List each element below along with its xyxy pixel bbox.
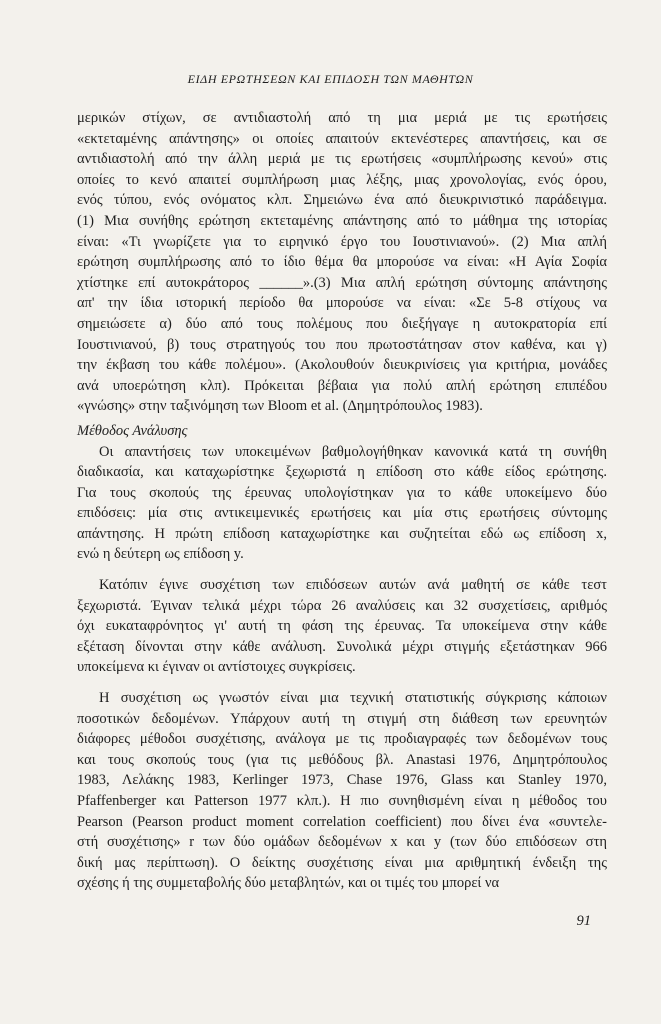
text-line: και τους σκοπούς τους (για τις μεθόδους βλ. Anastasi 1976, Δημητρόπουλος [77, 751, 607, 768]
text-line: επιδόσεις: μία στις αντικειμενικές ερωτήσεις και μία στις ερωτήσεις σύντομης [77, 505, 607, 522]
text-line: Pearson (Pearson product moment correlation coefficient) που δίνει ένα «συντελε- [77, 813, 607, 830]
text-line: 1983, Λελάκης 1983, Kerlinger 1973, Chase 1976, Glass και Stanley 1970, [77, 772, 607, 789]
text-line: χτίστηκε επί αυτοκράτορος ______».(3) Μια απλή ερώτηση σύντομης απάντησης [77, 274, 607, 291]
text-line: σημειώσετε α) δύο από τους πολέμους που διεξήγαγε η αυτοκρατορία επί [77, 315, 607, 332]
running-head: ΕΙΔΗ ΕΡΩΤΗΣΕΩΝ ΚΑΙ ΕΠΙΔΟΣΗ ΤΩΝ ΜΑΘΗΤΩΝ [187, 72, 474, 86]
text-line: ξεχωριστά. Έγιναν τελικά μέχρι τώρα 26 αναλύσεις και 32 συσχετίσεις, αριθμός [77, 597, 607, 614]
text-line: στή συσχέτισης» r των δύο ομάδων δεδομένων x και y (των δύο επιδόσεων στη [77, 834, 607, 851]
paragraph-3 [77, 575, 607, 678]
text-line: την έκβαση του κάθε πολέμου». (Ακολουθούν διευκρινίσεις για κριτήρια, μονάδες [77, 357, 607, 374]
text-line: ενώ η δεύτερη ως επίδοση y. [77, 546, 244, 563]
text-line: αντιδιαστολή από την άλλη μεριά με τις ερωτήσεις «συμπλήρωσης κενού» στις [77, 151, 607, 168]
paragraph-2 [77, 442, 607, 566]
text-line: απάντησης. Η πρώτη επίδοση καταχωρίστηκε και συζητείται εδώ ως επίδοση x, [77, 525, 607, 542]
text-line: «γνώσης» στην ταξινόμηση των Bloom et al. (Δημητρόπουλος 1983). [77, 398, 483, 415]
text-line: Οι απαντήσεις των υποκειμένων βαθμολογήθηκαν κανονικά κατά τη συνήθη [99, 443, 607, 460]
text-line: εξέταση δίνονται στην κάθε ανάλυση. Συνολικά μέχρι στιγμής εξετάστηκαν 966 [77, 638, 607, 655]
text-line: είναι: «Τι γνωρίζετε για το ειρηνικό έργο του Ιουστινιανού». (2) Μια απλή [77, 233, 607, 250]
paragraph-4 [77, 688, 607, 894]
text-line: ενός τύπου, ενός ονόματος κλπ. Σημειώνω ένα από διευκρινιστικό παράδειγμα. [77, 192, 607, 209]
text-line: «εκτεταμένης απάντησης» οι οποίες απαιτούν εκτενέστερες απαντήσεις, και σε [77, 130, 607, 147]
section-heading: Μέθοδος Ανάλυσης [77, 422, 188, 439]
text-line: απ' την ίδια ιστορική περίοδο θα μπορούσε να είναι: «Σε 5-8 στίχους να [77, 295, 607, 312]
text-line: Pfaffenberger και Patterson 1977 κλπ.). Η πιο συνηθισμένη είναι η μέθοδος του [77, 793, 607, 809]
paragraph-1 [77, 108, 607, 417]
text-line: ποσοτικών δεδομένων. Υπάρχουν αυτή τη στιγμή στη διάθεση των ερευνητών [77, 710, 607, 727]
body-text [77, 108, 607, 894]
text-line: υποκείμενα κι έγιναν οι αντίστοιχες συγκρίσεις. [77, 659, 356, 676]
text-line: Κατόπιν έγινε συσχέτιση των επιδόσεων αυτών ανά μαθητή σε κάθε τεστ [99, 577, 607, 594]
text-line: όχι ευκαταφρόνητος γι' αυτή τη φάση της έρευνας. Τα υποκείμενα στην κάθε [77, 618, 607, 635]
text-line: δική μας περίπτωση). Ο δείκτης συσχέτισης είναι μια αριθμητική ένδειξη της [77, 854, 607, 871]
text-line: (1) Μια συνήθης ερώτηση εκτεταμένης απάντησης από το μάθημα της ιστορίας [77, 212, 607, 229]
text-line: διάφορες μέθοδοι συσχέτισης, ανάλογα με τις προδιαγραφές των δεδομένων τους [77, 731, 607, 748]
text-line: οποίες το κενό απαιτεί συμπλήρωση μιας λέξης, μιας χρονολογίας, ενός όρου, [77, 171, 607, 188]
text-line: Για τους σκοπούς της έρευνας υπολογίστηκαν για το κάθε υποκείμενο δύο [77, 484, 607, 501]
page-number: 91 [576, 913, 591, 929]
text-line: σχέσης ή της συμμεταβολής δύο μεταβλητών, και οι τιμές του μπορεί να [77, 875, 500, 892]
text-line: μερικών στίχων, σε αντιδιαστολή από τη μια μεριά με τις ερωτήσεις [77, 110, 607, 126]
text-line: διαδικασία, και καταχωρίστηκε ξεχωριστά η επίδοση στο κάθε είδος ερώτησης. [77, 464, 607, 481]
text-line: Ιουστινιανού, β) τους στρατηγούς του που πρωτοστάτησαν στον καθένα, και γ) [77, 336, 607, 353]
text-line: ερώτηση συμπλήρωσης από το ίδιο θέμα θα μπορούσε να είναι: «Η Αγία Σοφία [77, 254, 607, 271]
text-line: Η συσχέτιση ως γνωστόν είναι μια τεχνική στατιστικής σύγκρισης κάποιων [99, 690, 607, 707]
text-line: ανά υποερώτηση κλπ). Πρόκειται βέβαια για πολύ απλή ερώτηση επιπέδου [77, 377, 607, 394]
